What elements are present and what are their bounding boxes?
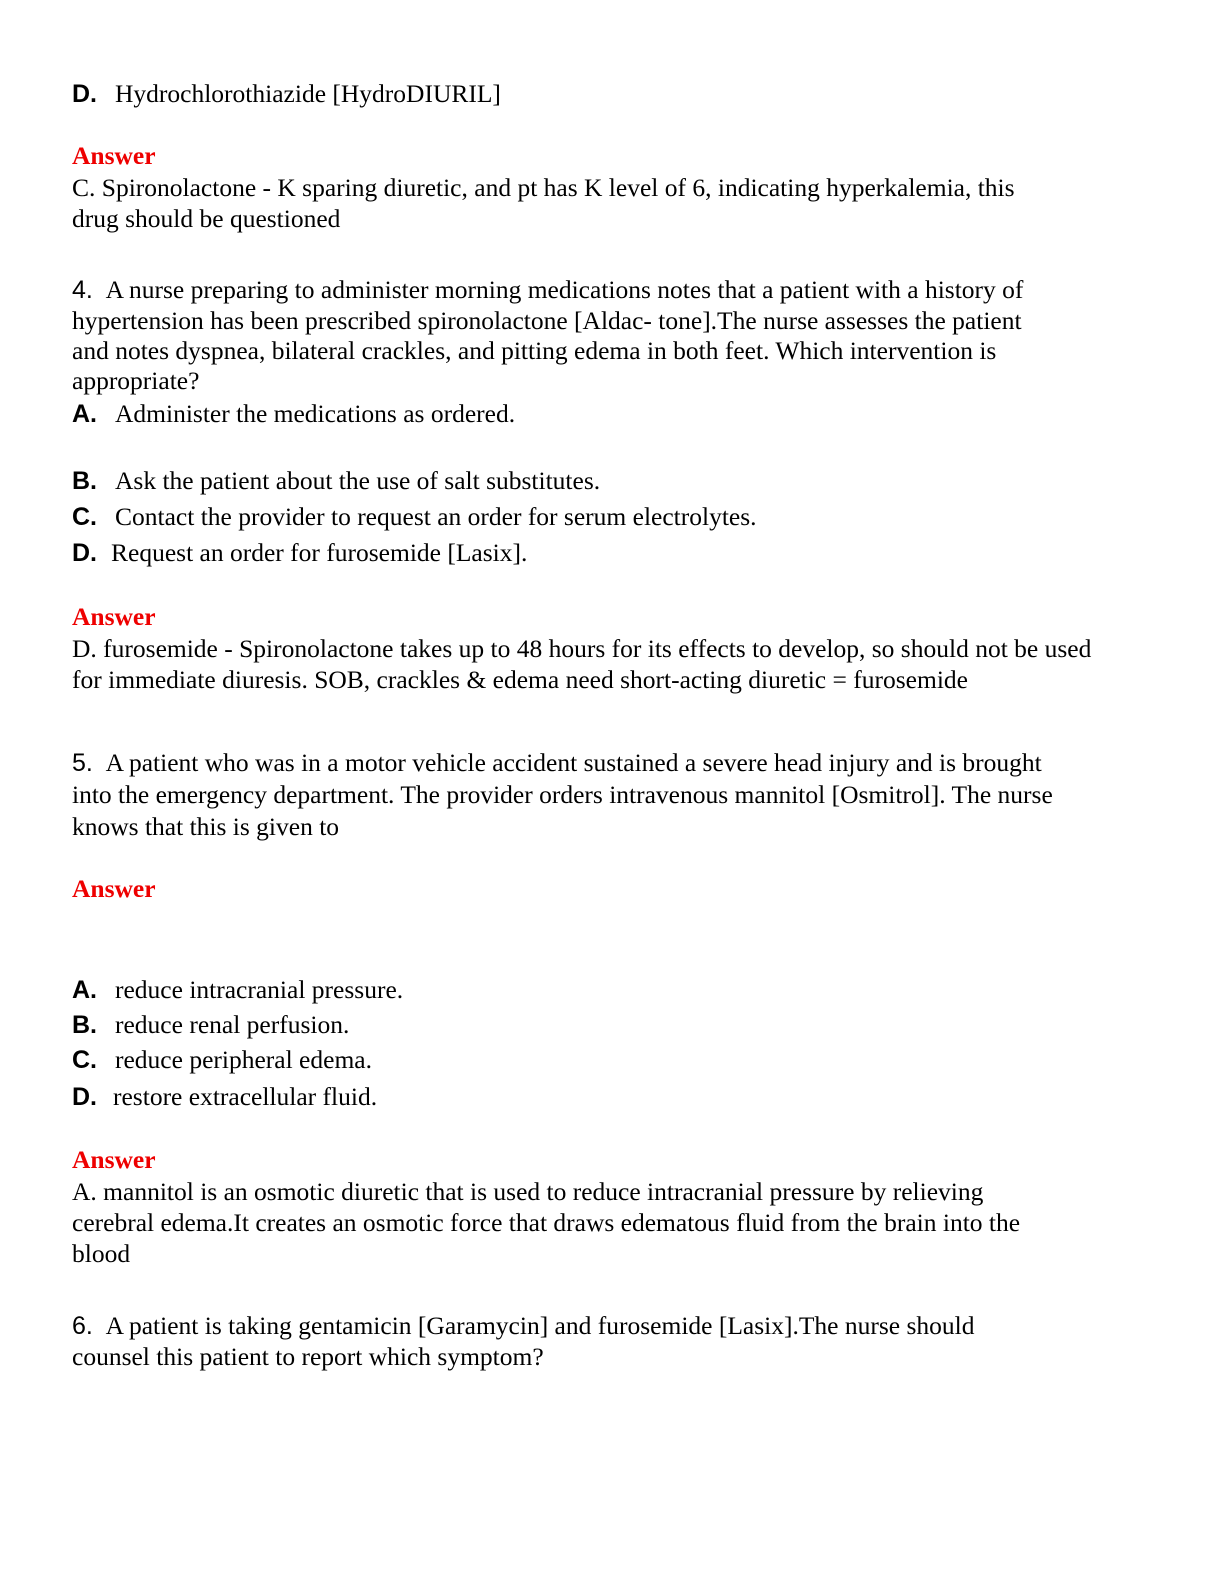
q5-answer-line-2: cerebral edema.It creates an osmotic force that draws edematous fluid from the brain into the xyxy=(72,1208,1021,1237)
q3-answer-line-1: C. Spironolactone - K sparing diuretic, and pt has K level of 6, indicating hyperkalemia, this xyxy=(72,173,1015,202)
q4-answer-line-2: for immediate diuresis. SOB, crackles & edema need short-acting diuretic = furosemide xyxy=(72,665,968,694)
q4-line-3: and notes dyspnea, bilateral crackles, and pitting edema in both feet. Which intervention is xyxy=(72,336,997,365)
q4-line-2: hypertension has been prescribed spironolactone [Aldac- tone].The nurse assesses the patient xyxy=(72,306,1022,335)
q3-answer-line-2: drug should be questioned xyxy=(72,204,341,233)
q5-answer-line-3: blood xyxy=(72,1239,131,1268)
question-text: A patient is taking gentamicin [Garamycin] and furosemide [Lasix].The nurse should xyxy=(105,1311,975,1340)
q4-option-b xyxy=(72,465,600,497)
q4-option-a xyxy=(72,398,515,430)
q4-line-1 xyxy=(72,274,1023,306)
q3-answer-label: Answer xyxy=(72,141,156,170)
q5-option-a xyxy=(72,974,403,1006)
q5-line-1 xyxy=(72,747,1042,779)
q5-line-2: into the emergency department. The provider orders intravenous mannitol [Osmitrol]. The nurse xyxy=(72,780,1053,809)
q3-option-d xyxy=(72,78,501,110)
question-number: 6. xyxy=(72,1312,93,1340)
option-letter: D. xyxy=(72,80,97,108)
question-number: 5. xyxy=(72,749,93,777)
q5-line-3: knows that this is given to xyxy=(72,812,340,841)
option-text: Ask the patient about the use of salt substitutes. xyxy=(115,466,601,495)
option-text: restore extracellular fluid. xyxy=(113,1082,378,1111)
option-letter: B. xyxy=(72,467,97,495)
option-text: reduce peripheral edema. xyxy=(115,1045,372,1074)
question-number: 4. xyxy=(72,276,93,304)
option-text: Hydrochlorothiazide [HydroDIURIL] xyxy=(115,79,501,108)
option-letter: A. xyxy=(72,976,97,1004)
q4-option-c xyxy=(72,501,757,533)
question-text: A nurse preparing to administer morning medications notes that a patient with a history of xyxy=(105,275,1024,304)
q4-line-4: appropriate? xyxy=(72,366,200,395)
option-letter: B. xyxy=(72,1011,97,1039)
q5-answer-line-1: A. mannitol is an osmotic diuretic that is used to reduce intracranial pressure by relieving xyxy=(72,1177,984,1206)
option-text: Request an order for furosemide [Lasix]. xyxy=(111,538,528,567)
q5-answer-label: Answer xyxy=(72,1145,156,1174)
q5-option-b xyxy=(72,1009,349,1041)
q4-answer-line-1: D. furosemide - Spironolactone takes up to 48 hours for its effects to develop, so should not be used xyxy=(72,634,1092,663)
option-letter: D. xyxy=(72,1083,97,1111)
question-text: A patient who was in a motor vehicle accident sustained a severe head injury and is brought xyxy=(105,748,1042,777)
option-text: reduce renal perfusion. xyxy=(115,1010,350,1039)
q6-line-1 xyxy=(72,1310,975,1342)
option-text: Contact the provider to request an order for serum electrolytes. xyxy=(115,502,757,531)
q5-option-d xyxy=(72,1081,377,1113)
option-letter: A. xyxy=(72,400,97,428)
q5-option-c xyxy=(72,1044,372,1076)
q5-answer-label-empty: Answer xyxy=(72,874,156,903)
q4-option-d xyxy=(72,537,527,569)
option-letter: D. xyxy=(72,539,97,567)
option-letter: C. xyxy=(72,503,97,531)
q6-line-2: counsel this patient to report which symptom? xyxy=(72,1342,544,1371)
q4-answer-label: Answer xyxy=(72,602,156,631)
option-text: reduce intracranial pressure. xyxy=(115,975,404,1004)
option-letter: C. xyxy=(72,1046,97,1074)
option-text: Administer the medications as ordered. xyxy=(115,399,516,428)
